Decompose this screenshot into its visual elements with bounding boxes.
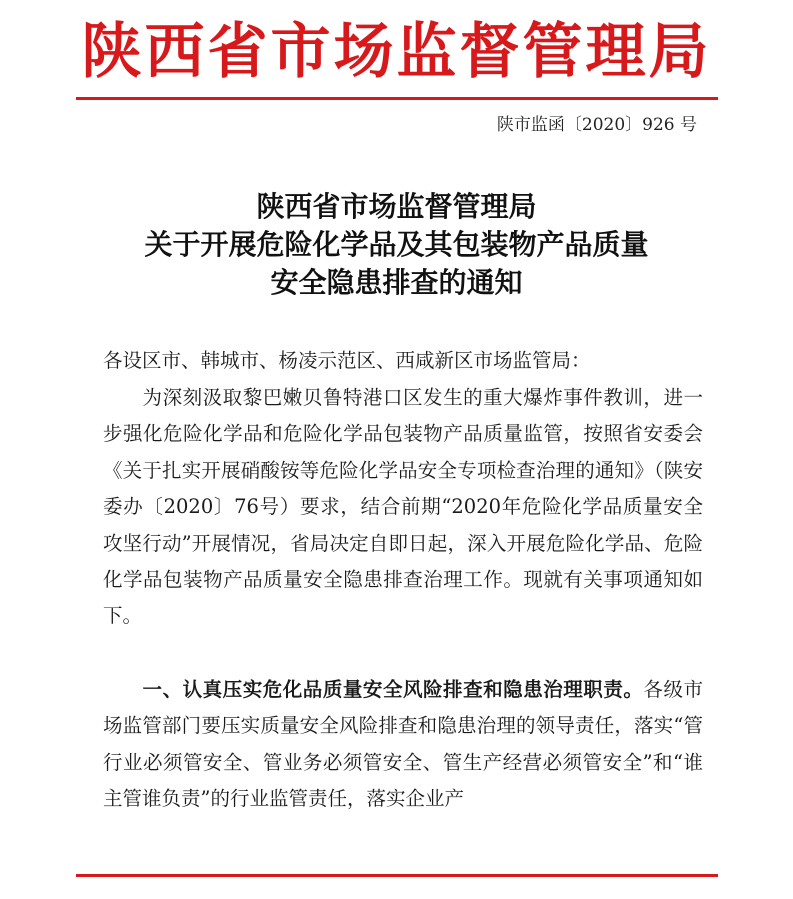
title-line-1: 陕西省市场监督管理局 <box>256 190 537 223</box>
section-1-paragraph <box>103 672 703 818</box>
intro-paragraph-text: 为深刻汲取黎巴嫩贝鲁特港口区发生的重大爆炸事件教训，进一步强化危险化学品和危险化学品包装物产品质量监管，按照省安委会《关于扎实开展硝酸铵等危险化学品安全专项检查治理的通知》（陕安委办〔2020〕76号）要求，结合前期“2020年危险化学品质量安全攻坚行动”开展情况，省局决定自即日起，深入开展危险化学品、危险化学品包装物产品质量安全隐患排查治理工作。现就有关事项通知如下。 <box>103 386 703 628</box>
title-line-2: 关于开展危险化学品及其包装物产品质量 <box>144 228 649 261</box>
section-1-heading: 一、认真压实危化品质量安全风险排查和隐患治理职责。 <box>142 678 644 701</box>
title-line-3: 安全隐患排查的通知 <box>270 266 523 299</box>
section-1-text: 各级市场监管部门要压实质量安全风险排查和隐患治理的领导责任，落实“管行业必须管安全、管业务必须管安全、管生产经营必须管安全”和“谁主管谁负责”的行业监管责任，落实企业产 <box>103 678 703 811</box>
agency-masthead: 陕西省市场监督管理局 <box>81 17 712 87</box>
intro-paragraph <box>103 380 703 635</box>
red-header-rule <box>76 97 718 100</box>
red-footer-rule <box>76 874 718 877</box>
salutation: 各设区市、韩城市、杨凌示范区、西咸新区市场监管局： <box>103 349 591 372</box>
document-title <box>0 188 793 302</box>
document-number: 陕市监函〔2020〕926 号 <box>496 115 697 135</box>
